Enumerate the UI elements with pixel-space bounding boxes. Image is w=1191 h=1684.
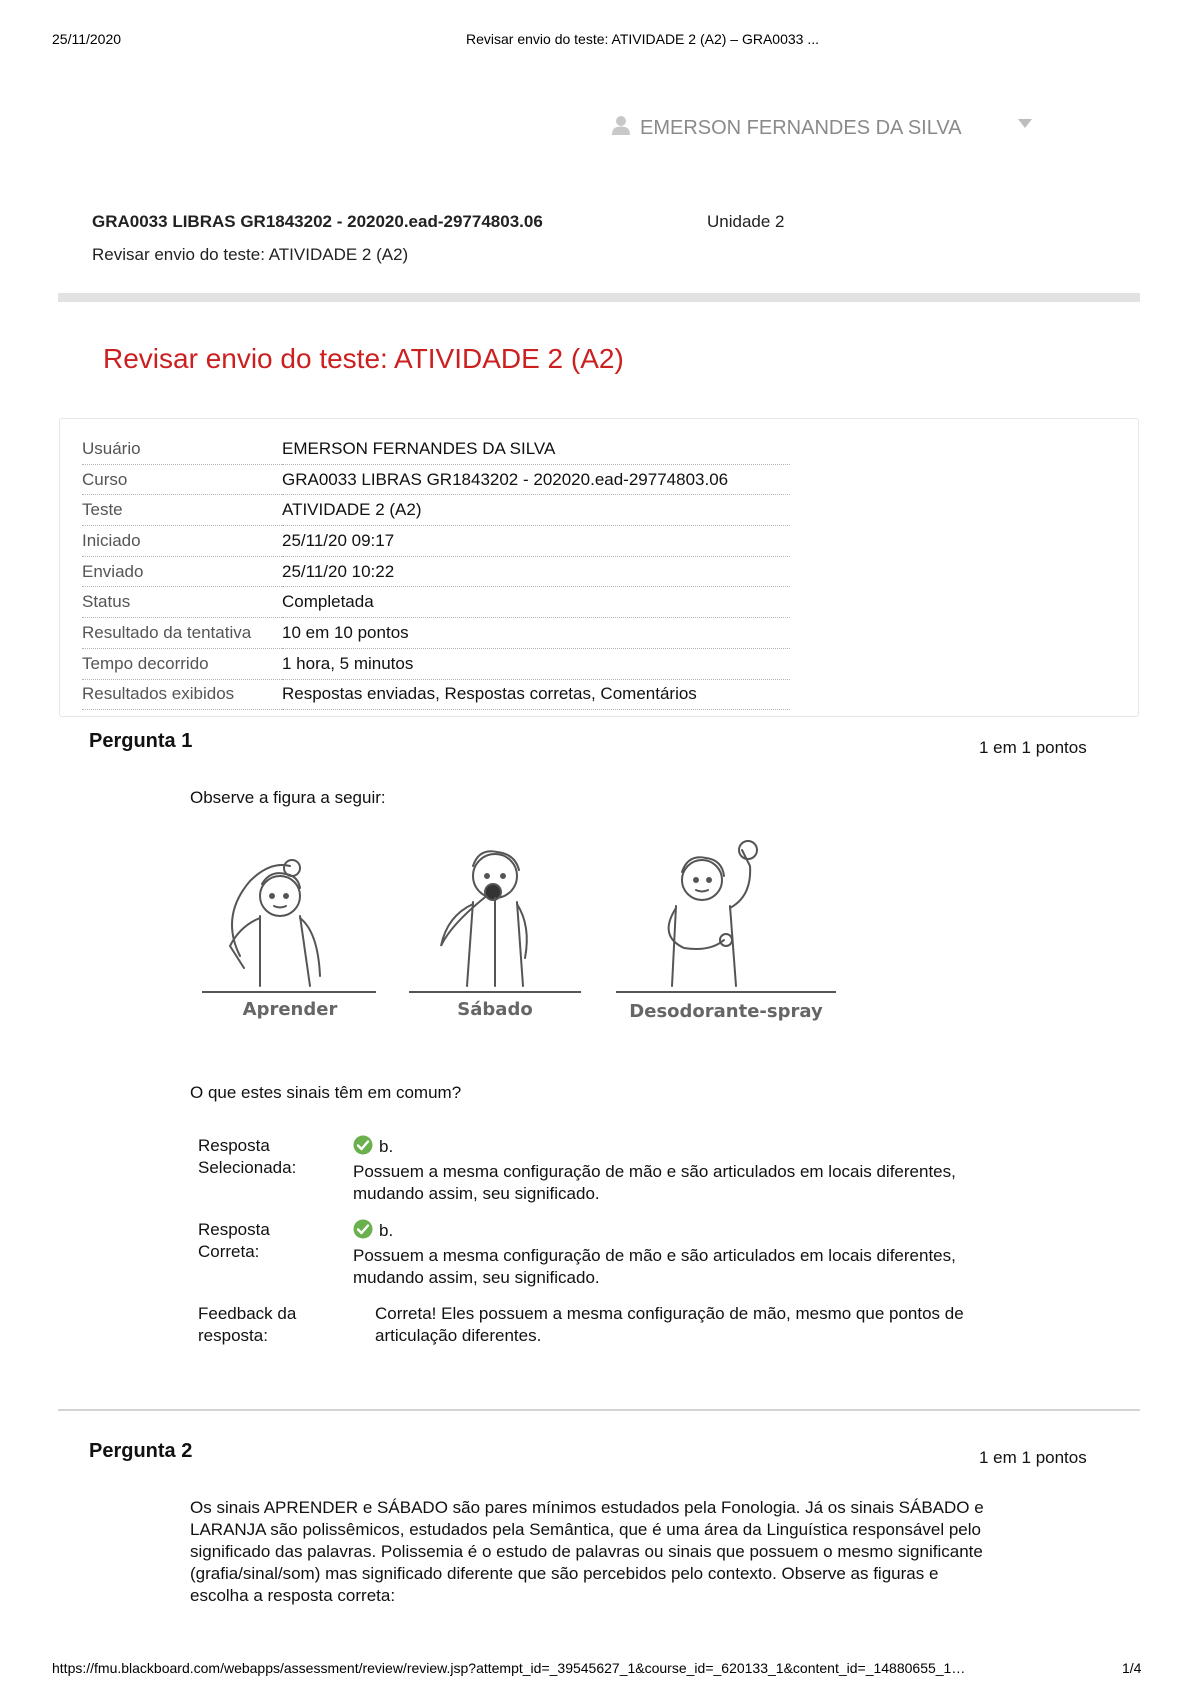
user-menu[interactable] [610,114,962,142]
attempt-info-table [82,434,790,710]
q2-line: LARANJA são polissêmicos, estudados pela Semântica, que é uma área da Linguística responsável pelo [190,1520,981,1539]
info-label: Tempo decorrido [82,648,282,679]
answer-text-line: Possuem a mesma configuração de mão e são articulados em locais diferentes, [353,1162,956,1181]
answer-text-line: Possuem a mesma configuração de mão e são articulados em locais diferentes, [353,1246,956,1265]
info-row-started [82,526,790,557]
figure-caption: Aprender [242,999,338,1020]
info-label: Iniciado [82,526,282,557]
divider-bar [58,293,1140,302]
print-date: 25/11/2020 [52,31,122,47]
answer-letter: b. [379,1137,394,1156]
label-line: Resposta [198,1220,270,1239]
sign-illustration-desodorante [614,836,838,996]
info-value: EMERSON FERNANDES DA SILVA [282,434,790,464]
info-row-elapsed [82,648,790,679]
info-row-status [82,587,790,618]
figure-caption: Sábado [457,999,533,1020]
info-label: Usuário [82,434,282,464]
info-value: 25/11/20 10:22 [282,556,790,587]
info-label: Resultado da tentativa [82,618,282,649]
info-row-result [82,618,790,649]
sign-illustration-sabado [407,836,583,996]
print-page-title: Revisar envio do teste: ATIVIDADE 2 (A2) – GRA0033 ... [466,31,820,47]
info-row-submitted [82,556,790,587]
info-label: Teste [82,495,282,526]
sign-figure-desodorante [614,836,838,1022]
feedback-label [198,1303,296,1347]
q2-line: (grafia/sinal/som) mas significado diferente que são percebidos pelo contexto. Observe as figuras e [190,1564,939,1583]
chevron-down-icon[interactable] [1018,116,1032,134]
info-value: ATIVIDADE 2 (A2) [282,495,790,526]
selected-answer-label [198,1135,296,1179]
info-value: 10 em 10 pontos [282,618,790,649]
info-value: Completada [282,587,790,618]
info-row-test [82,495,790,526]
page-title: Revisar envio do teste: ATIVIDADE 2 (A2) [103,343,624,374]
correct-answer-label [198,1219,270,1263]
label-line: Selecionada: [198,1158,297,1177]
correct-check-icon [353,1135,373,1161]
info-label: Resultados exibidos [82,679,282,710]
info-value: 1 hora, 5 minutos [282,648,790,679]
print-footer-page: 1/4 [1122,1660,1142,1676]
question-divider [58,1409,1140,1411]
feedback-line: Correta! Eles possuem a mesma configuração de mão, mesmo que pontos de [375,1304,964,1323]
sign-figure-aprender [200,836,380,1020]
feedback-line: articulação diferentes. [375,1326,542,1345]
label-line: Correta: [198,1242,260,1261]
question-2-points: 1 em 1 pontos [979,1448,1087,1467]
q2-line: Os sinais APRENDER e SÁBADO são pares mínimos estudados pela Fonologia. Já os sinais SÁBADO e [190,1498,984,1517]
answer-letter-row [353,1135,956,1161]
label-line: resposta: [198,1326,268,1345]
sign-figure-sabado [407,836,583,1020]
answer-letter-row [353,1219,956,1245]
info-value: 25/11/20 09:17 [282,526,790,557]
info-row-results-shown [82,679,790,710]
answer-text-line: mudando assim, seu significado. [353,1184,600,1203]
question-2-title: Pergunta 2 [89,1440,193,1462]
info-value: Respostas enviadas, Respostas corretas, Comentários [282,679,790,710]
question-1-points: 1 em 1 pontos [979,738,1087,757]
q2-line: escolha a resposta correta: [190,1586,396,1605]
selected-answer [353,1135,956,1205]
correct-check-icon [353,1219,373,1245]
breadcrumb-course[interactable]: GRA0033 LIBRAS GR1843202 - 202020.ead-29774803.06 [92,212,543,231]
info-value: GRA0033 LIBRAS GR1843202 - 202020.ead-29774803.06 [282,464,790,495]
info-label: Enviado [82,556,282,587]
question-1-prompt: O que estes sinais têm em comum? [190,1083,462,1102]
user-name: EMERSON FERNANDES DA SILVA [640,116,962,139]
answer-text-line: mudando assim, seu significado. [353,1268,600,1287]
info-label: Curso [82,464,282,495]
label-line: Resposta [198,1136,270,1155]
figure-caption: Desodorante-spray [629,1001,823,1022]
user-icon [610,114,640,142]
question-2-text [190,1497,1100,1607]
breadcrumb-page: Revisar envio do teste: ATIVIDADE 2 (A2) [92,245,409,264]
breadcrumb-unit[interactable]: Unidade 2 [707,212,785,231]
correct-answer [353,1219,956,1289]
info-row-course [82,464,790,495]
info-row-user [82,434,790,464]
question-1-title: Pergunta 1 [89,730,193,752]
label-line: Feedback da [198,1304,297,1323]
print-footer-url: https://fmu.blackboard.com/webapps/assessment/review/review.jsp?attempt_id=_39545627_1&course_id=_620133_1&content_id=_14880655_1… [52,1660,966,1676]
answer-letter: b. [379,1221,394,1240]
feedback-text [375,1303,964,1347]
info-label: Status [82,587,282,618]
question-1-intro: Observe a figura a seguir: [190,788,386,807]
q2-line: significado das palavras. Polissemia é o estudo de palavras ou sinais que possuem o mesmo significante [190,1542,983,1561]
sign-illustration-aprender [200,836,380,996]
